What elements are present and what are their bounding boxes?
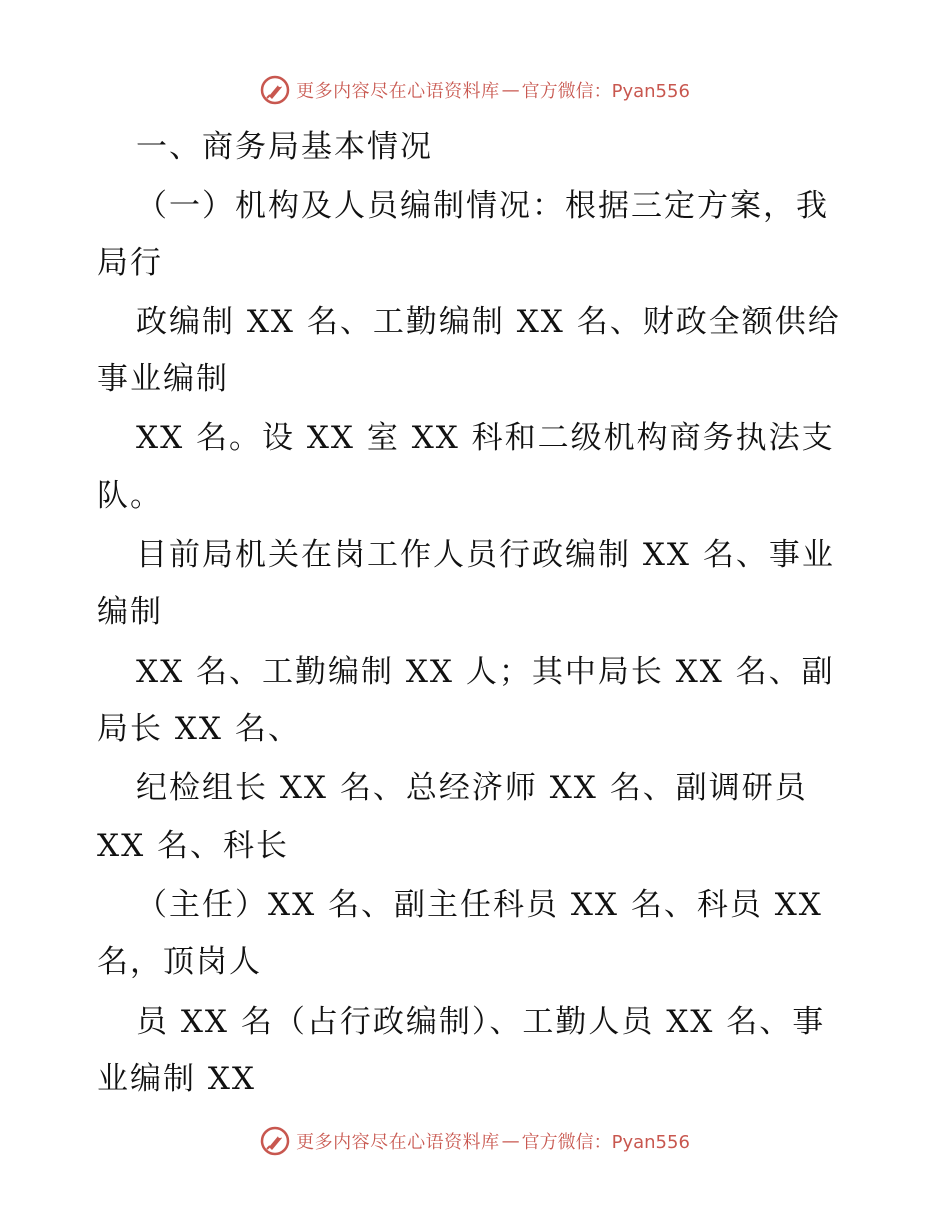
watermark-text: 更多内容尽在心语资料库 xyxy=(296,1132,500,1153)
header-watermark xyxy=(0,72,950,108)
paragraph-line: 目前局机关在岗工作人员行政编制 XX 名、事业 xyxy=(136,537,835,573)
paragraph-line: XX 名、科长 xyxy=(97,828,289,864)
paragraph-line: XX 名。设 XX 室 XX 科和二级机构商务执法支 xyxy=(136,420,835,456)
paragraph-line: （一）机构及人员编制情况：根据三定方案，我 xyxy=(136,188,829,224)
paragraph-line: 队。 xyxy=(97,478,163,514)
watermark-separator: — xyxy=(501,1130,520,1152)
paragraph-line: 局长 XX 名、 xyxy=(97,711,301,747)
paragraph-line: 局行 xyxy=(97,245,163,281)
watermark-text: 更多内容尽在心语资料库 xyxy=(296,81,500,102)
paragraph-line: 编制 xyxy=(97,594,163,630)
paragraph-line: （主任）XX 名、副主任科员 XX 名、科员 XX xyxy=(136,887,823,923)
section-heading: 一、商务局基本情况 xyxy=(136,129,433,165)
footer-watermark xyxy=(0,1123,950,1159)
paragraph-line: 名，顶岗人 xyxy=(97,944,262,980)
watermark-wechat: 官方微信：Pyan556 xyxy=(521,1132,690,1153)
paragraph-line: 纪检组长 XX 名、总经济师 XX 名、副调研员 xyxy=(136,770,808,806)
paragraph-line: 员 XX 名（占行政编制）、工勤人员 XX 名、事 xyxy=(136,1004,826,1040)
pen-nib-seal-icon xyxy=(260,75,290,105)
paragraph-line: 事业编制 xyxy=(97,361,229,397)
pen-nib-seal-icon xyxy=(260,1126,290,1156)
watermark-separator: — xyxy=(501,79,520,101)
paragraph-line: 业编制 XX xyxy=(97,1061,256,1097)
paragraph-line: XX 名、工勤编制 XX 人；其中局长 XX 名、副 xyxy=(136,654,835,690)
watermark-wechat: 官方微信：Pyan556 xyxy=(521,81,690,102)
paragraph-line: 政编制 XX 名、工勤编制 XX 名、财政全额供给 xyxy=(136,304,841,340)
